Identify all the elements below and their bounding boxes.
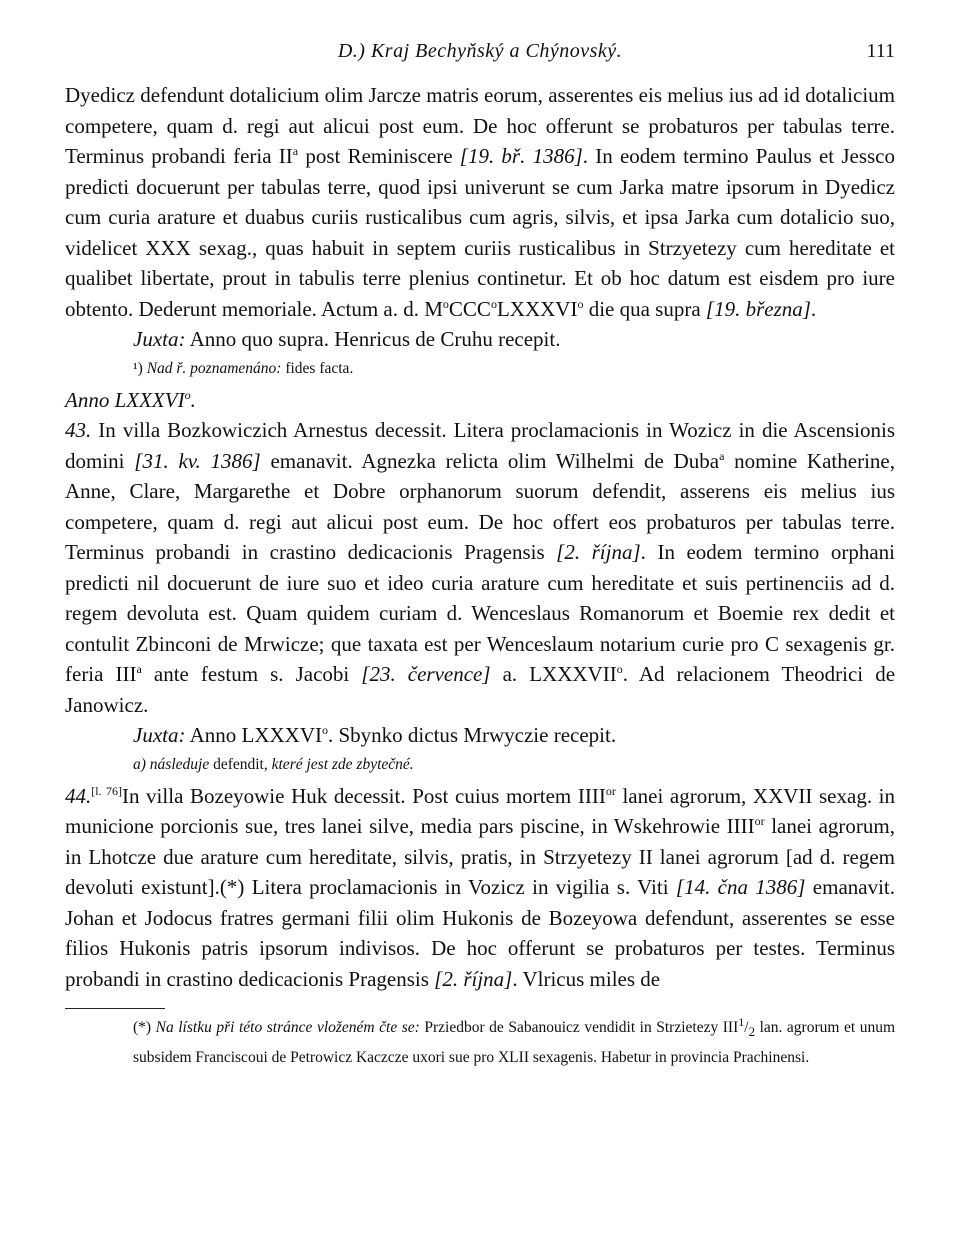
editorial-note: a) následuje defendit, které jest zde zbytečné. [133,755,414,773]
date-reference: [23. července] [361,662,491,686]
paragraph-dyedicz: Dyedicz defendunt dotalicium olim Jarcze matris eorum, asserentes eis melius ius ad id dotalicium competere, quam d. regi aut alicui post eum. De hoc offerunt se probaturos per tabulas terre. Terminus probandi feria $II^a$ post Reminiscere [19. bř. 1386]. In eodem termino Paulus et Jessco predicti docuerunt per tabulas terre, quod ipsi univerunt se cum Jarka matre ipsorum in Dyedicz cum curia arature et duabus curiis rusticalibus cum agris, silvis, et ipsa Jarka cum dotalicio suo, videlicet XXX sexag., quas habuit in septem curiis rusticalibus in Strzyetezy cum hereditate et qualibet libertate, prout in tabulis terre plenius continetur. Et ob hoc datum est eisdem pro iure obtento. Dederunt memoriale. Actum a. d. $M^oCCC^oLXXXVI^o$ die qua supra [19. března]. [65,83,895,321]
date-reference: [31. kv. 1386] [134,448,261,473]
footnote: (*) Na lístku při této stránce vloženém čte se: Prziedbor de Sabanouicz vendidit in Strzietezy $III^1/_2$ lan. agrorum et unum subsidem Franciscoui de Petrowicz Kaczcze uxori sue pro XLII sexagenis. Habetur in provincia Prachinensi. [133,1014,895,1067]
folio-reference: [l. 76] [91,783,122,798]
footnote-divider [65,1008,165,1009]
page-header [65,40,895,80]
date-reference: [2. října] [556,540,641,564]
year-heading: Anno LXXXVI$^o$. [65,387,196,412]
date-reference: [19. března] [705,296,811,321]
juxta-line: Juxta: Anno LXXXVI$^o$. Sbynko dictus Mrwyczie recepit. [133,723,617,747]
date-reference: [19. bř. 1386] [459,144,583,168]
juxta-line: Juxta: Anno quo supra. Henricus de Cruhu recepit. [133,327,561,351]
running-title: D.) Kraj Bechyňský a Chýnovský. [337,40,623,62]
entry-number: 44. [65,783,92,808]
page-number: 111 [866,40,895,62]
entry-43: 43. In villa Bozkowiczich Arnestus decessit. Litera proclamacionis in Wozicz in die Ascensionis domini [31. kv. 1386] emanavit. Agnezka relicta olim Wilhelmi de Duba$^a$ nomine Katherine, Anne, Clare, Margarethe et Dobre orphanorum suorum defendit, asserens eis melius ius competere, quam d. regi aut alicui post eum. De hoc offert eos probaturos per tabulas terre. Terminus probandi in crastino dedicacionis Pragensis [2. října]. In eodem termino orphani predicti nil docuerunt de iure suo et ideo curia arature cum hereditate et suis pertinenciis ad d. regem devoluta est. Quam quidem curiam d. Wenceslaus Romanorum et Boemie rex dedit et contulit Zbinconi de Mrwicze; que taxata est per Wenceslaum notarium curie pro C sexagenis gr. feria III$^a$ ante festum s. Jacobi [23. července] a. LXXXVII$^o$. Ad relacionem Theodrici de Janowicz. [65,418,896,717]
editorial-note: ¹) Nad ř. poznamenáno: fides facta. [133,359,354,377]
document-page [65,40,895,1071]
entry-number: 43. [65,418,92,442]
date-reference: [14. čna 1386] [675,875,806,899]
entry-44: 44.[l. 76]In villa Bozeyowie Huk decessit. Post cuius mortem $IIII^{or}$ lanei agrorum, XXVII sexag. in municione porcionis sue, tres lanei silve, media pars piscine, in Wskehrowie $IIII^{or}$ lanei agrorum, in Lhotcze due arature cum hereditate, silvis, pratis, in Strzyetezy II lanei agrorum [ad d. regem devoluti existunt].(*) Litera proclamacionis in Vozicz in vigilia s. Viti [14. čna 1386] emanavit. Johan et Jodocus fratres germani filii olim Hukonis de Bozeyowa defendunt, asserentes se esse filios Hukonis patris ipsorum indivisos. De hoc offerunt se probaturos per testes. Terminus probandi in crastino dedicacionis Pragensis [2. října]. Vlricus miles de [65,783,896,991]
date-reference: [2. října] [434,966,513,991]
